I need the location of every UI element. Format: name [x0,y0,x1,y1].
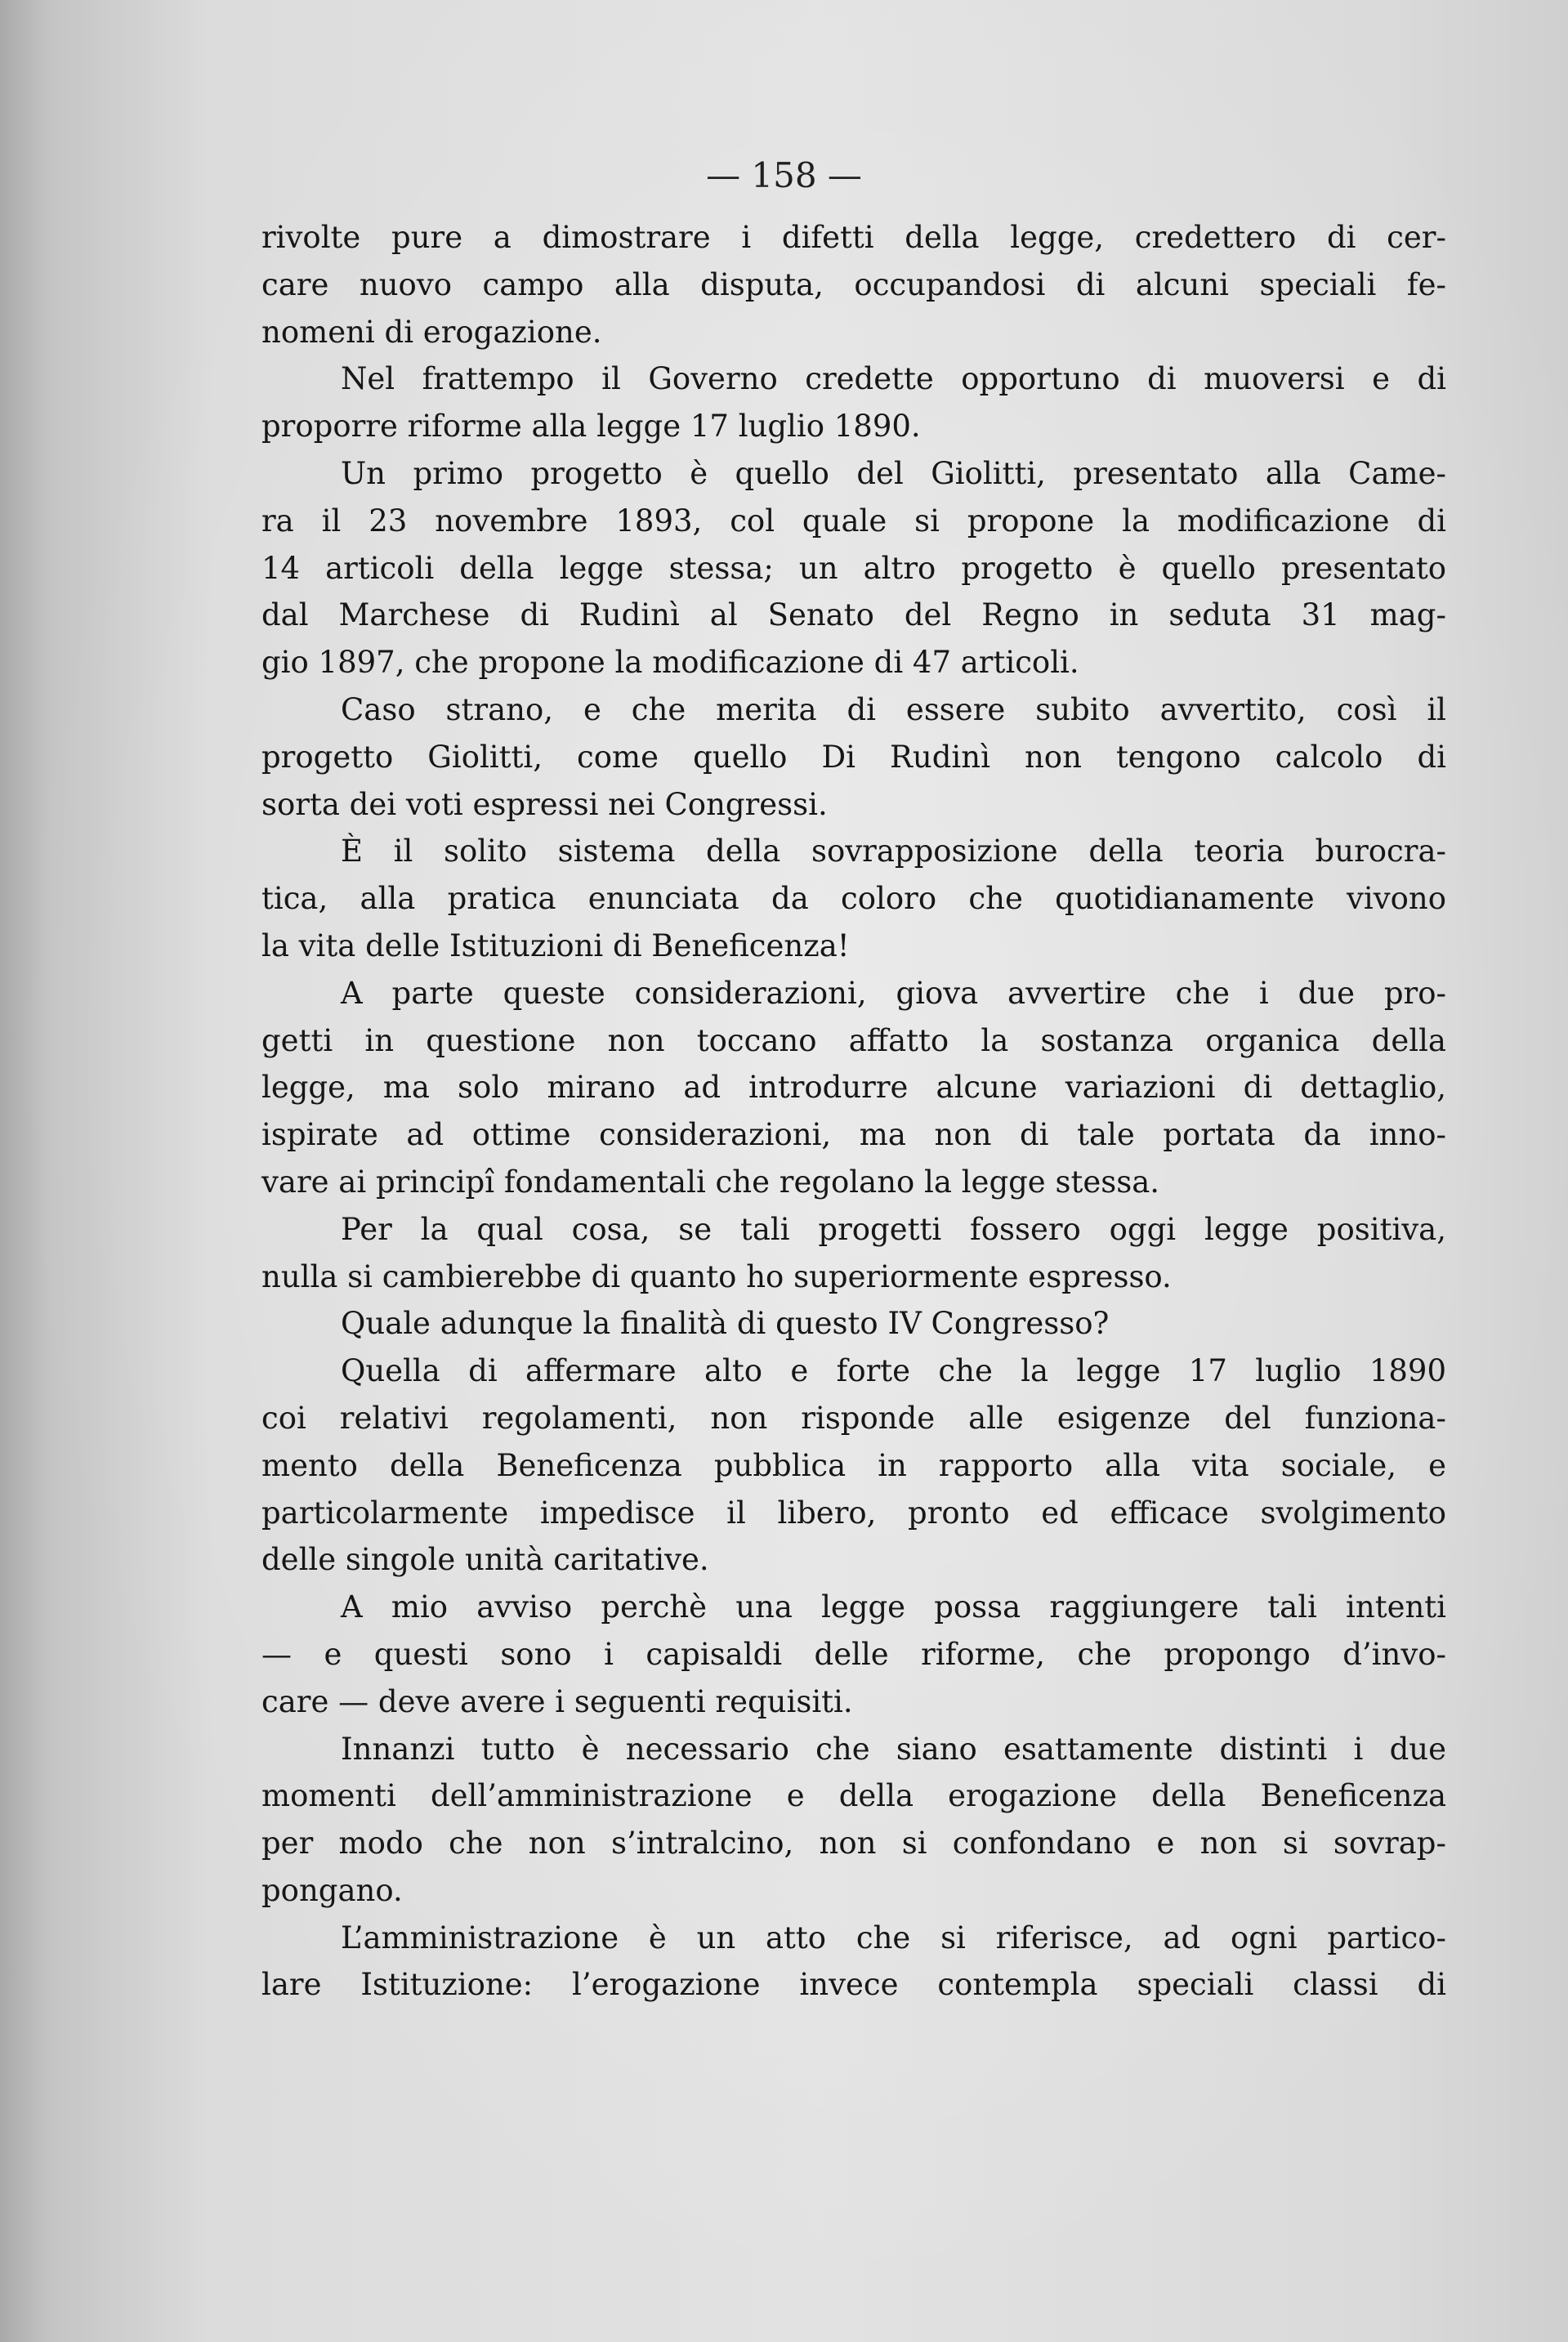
text-line: Nel frattempo il Governo credette opportuno di muoversi e di [341,361,1446,397]
text-line: 14 articoli della legge stessa; un altro progetto è quello presentato [261,550,1446,586]
text-line: proporre riforme alla legge 17 luglio 1890. [261,409,921,445]
text-line: pongano. [261,1872,403,1908]
text-line: gio 1897, che propone la modificazione di 47 articoli. [261,645,1079,681]
page-number: — 158 — [706,155,862,195]
text-line: vare ai principî fondamentali che regolano la legge stessa. [261,1164,1160,1200]
text-line: Per la qual cosa, se tali progetti fossero oggi legge positiva, [341,1211,1446,1247]
text-line: per modo che non s’intralcino, non si confondano e non si sovrap- [261,1826,1446,1862]
text-line: tica, alla pratica enunciata da coloro che quotidianamente vivono [261,881,1446,917]
text-line: Quella di affermare alto e forte che la legge 17 luglio 1890 [341,1353,1446,1389]
text-line: A mio avviso perchè una legge possa raggiungere tali intenti [341,1589,1446,1625]
text-line: Innanzi tutto è necessario che siano esattamente distinti i due [341,1731,1446,1767]
text-line: nulla si cambierebbe di quanto ho superiormente espresso. [261,1258,1172,1294]
text-line: getti in questione non toccano affatto la sostanza organica della [261,1022,1446,1058]
text-line: — e questi sono i capisaldi delle riforme, che propongo d’invo- [261,1636,1446,1672]
text-line: legge, ma solo mirano ad introdurre alcune variazioni di dettaglio, [261,1070,1446,1106]
text-line: nomeni di erogazione. [261,314,602,350]
text-line: dal Marchese di Rudinì al Senato del Regno in seduta 31 mag- [261,597,1446,633]
text-line: care — deve avere i seguenti requisiti. [261,1683,853,1719]
text-line: rivolte pure a dimostrare i difetti della legge, credettero di cer- [261,220,1446,255]
text-line: momenti dell’amministrazione e della erogazione della Beneficenza [261,1778,1446,1814]
text-line: È il solito sistema della sovrapposizione della teoria burocra- [341,834,1446,869]
text-line: progetto Giolitti, come quello Di Rudinì non tengono calcolo di [261,739,1446,775]
text-line: delle singole unità caritative. [261,1542,709,1578]
text-line: sorta dei voti espressi nei Congressi. [261,786,828,822]
text-line: ispirate ad ottime considerazioni, ma non di tale portata da inno- [261,1117,1446,1153]
text-line: mento della Beneficenza pubblica in rapporto alla vita sociale, e [261,1447,1446,1483]
text-line: coi relativi regolamenti, non risponde alle esigenze del funziona- [261,1400,1446,1436]
text-line: particolarmente impedisce il libero, pronto ed efficace svolgimento [261,1495,1446,1531]
text-line: la vita delle Istituzioni di Beneficenza! [261,927,850,963]
text-line: Caso strano, e che merita di essere subito avvertito, così il [341,691,1446,727]
text-line: A parte queste considerazioni, giova avvertire che i due pro- [341,975,1446,1011]
text-line: lare Istituzione: l’erogazione invece contempla speciali classi di [261,1967,1446,2003]
text-line: Quale adunque la finalità di questo IV Congresso? [341,1306,1110,1342]
text-line: ra il 23 novembre 1893, col quale si propone la modificazione di [261,503,1446,539]
text-line: care nuovo campo alla disputa, occupandosi di alcuni speciali fe- [261,266,1446,302]
body-text [261,214,1446,2009]
text-line: Un primo progetto è quello del Giolitti, presentato alla Came- [341,455,1446,491]
text-line: L’amministrazione è un atto che si riferisce, ad ogni partico- [341,1920,1446,1955]
